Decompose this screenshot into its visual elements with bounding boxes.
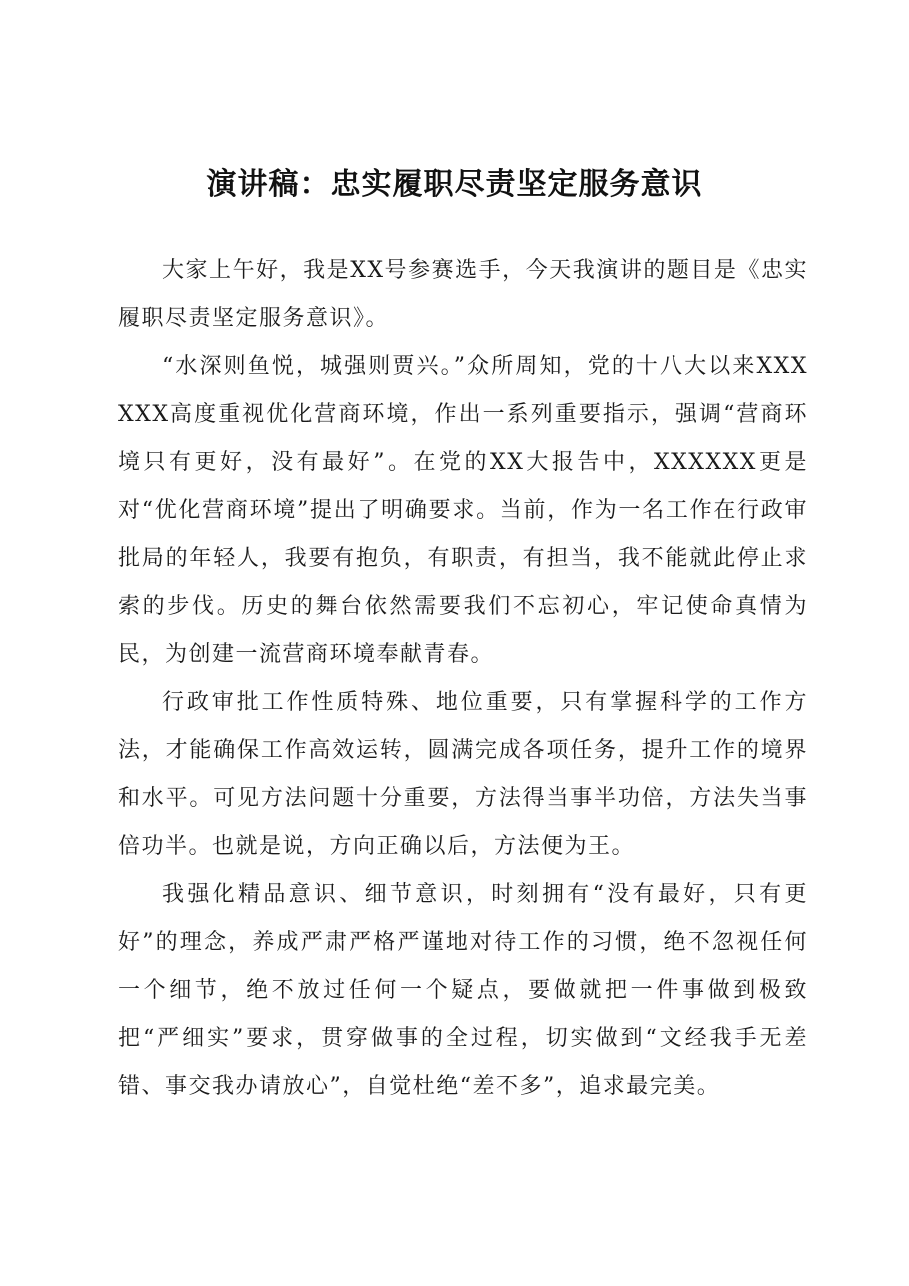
paragraph-greeting: 大家上午好，我是XX号参赛选手，今天我演讲的题目是《忠实履职尽责坚定服务意识》。 [118, 258, 808, 331]
document-title: 演讲稿：忠实履职尽责坚定服务意识 [206, 167, 703, 202]
paragraph-detail-awareness: 我强化精品意识、细节意识，时刻拥有“没有最好，只有更好”的理念，养成严肃严格严谨地对待工作的习惯，绝不忽视任何一个细节，绝不放过任何一个疑点，要做就把一件事做到极致把“严细实”要求，贯穿做事的全过程，切实做到“文经我手无差错、事交我办请放心”，自觉杜绝“差不多”，追求最完美。 [118, 882, 808, 1099]
document-body [118, 247, 808, 1111]
paragraph-business-environment: “水深则鱼悦，城强则贾兴。”众所周知，党的十八大以来XXXXXX高度重视优化营商环境，作出一系列重要指示，强调“营商环境只有更好，没有最好”。在党的XX大报告中，XXXXXX更是对“优化营商环境”提出了明确要求。当前，作为一名工作在行政审批局的年轻人，我要有抱负，有职责，有担当，我不能就此停止求索的步伐。历史的舞台依然需要我们不忘初心，牢记使命真情为民，为创建一流营商环境奉献青春。 [118, 354, 808, 667]
paragraph-work-methods: 行政审批工作性质特殊、地位重要，只有掌握科学的工作方法，才能确保工作高效运转，圆满完成各项任务，提升工作的境界和水平。可见方法问题十分重要，方法得当事半功倍，方法失当事倍功半。也就是说，方向正确以后，方法便为王。 [118, 690, 808, 859]
